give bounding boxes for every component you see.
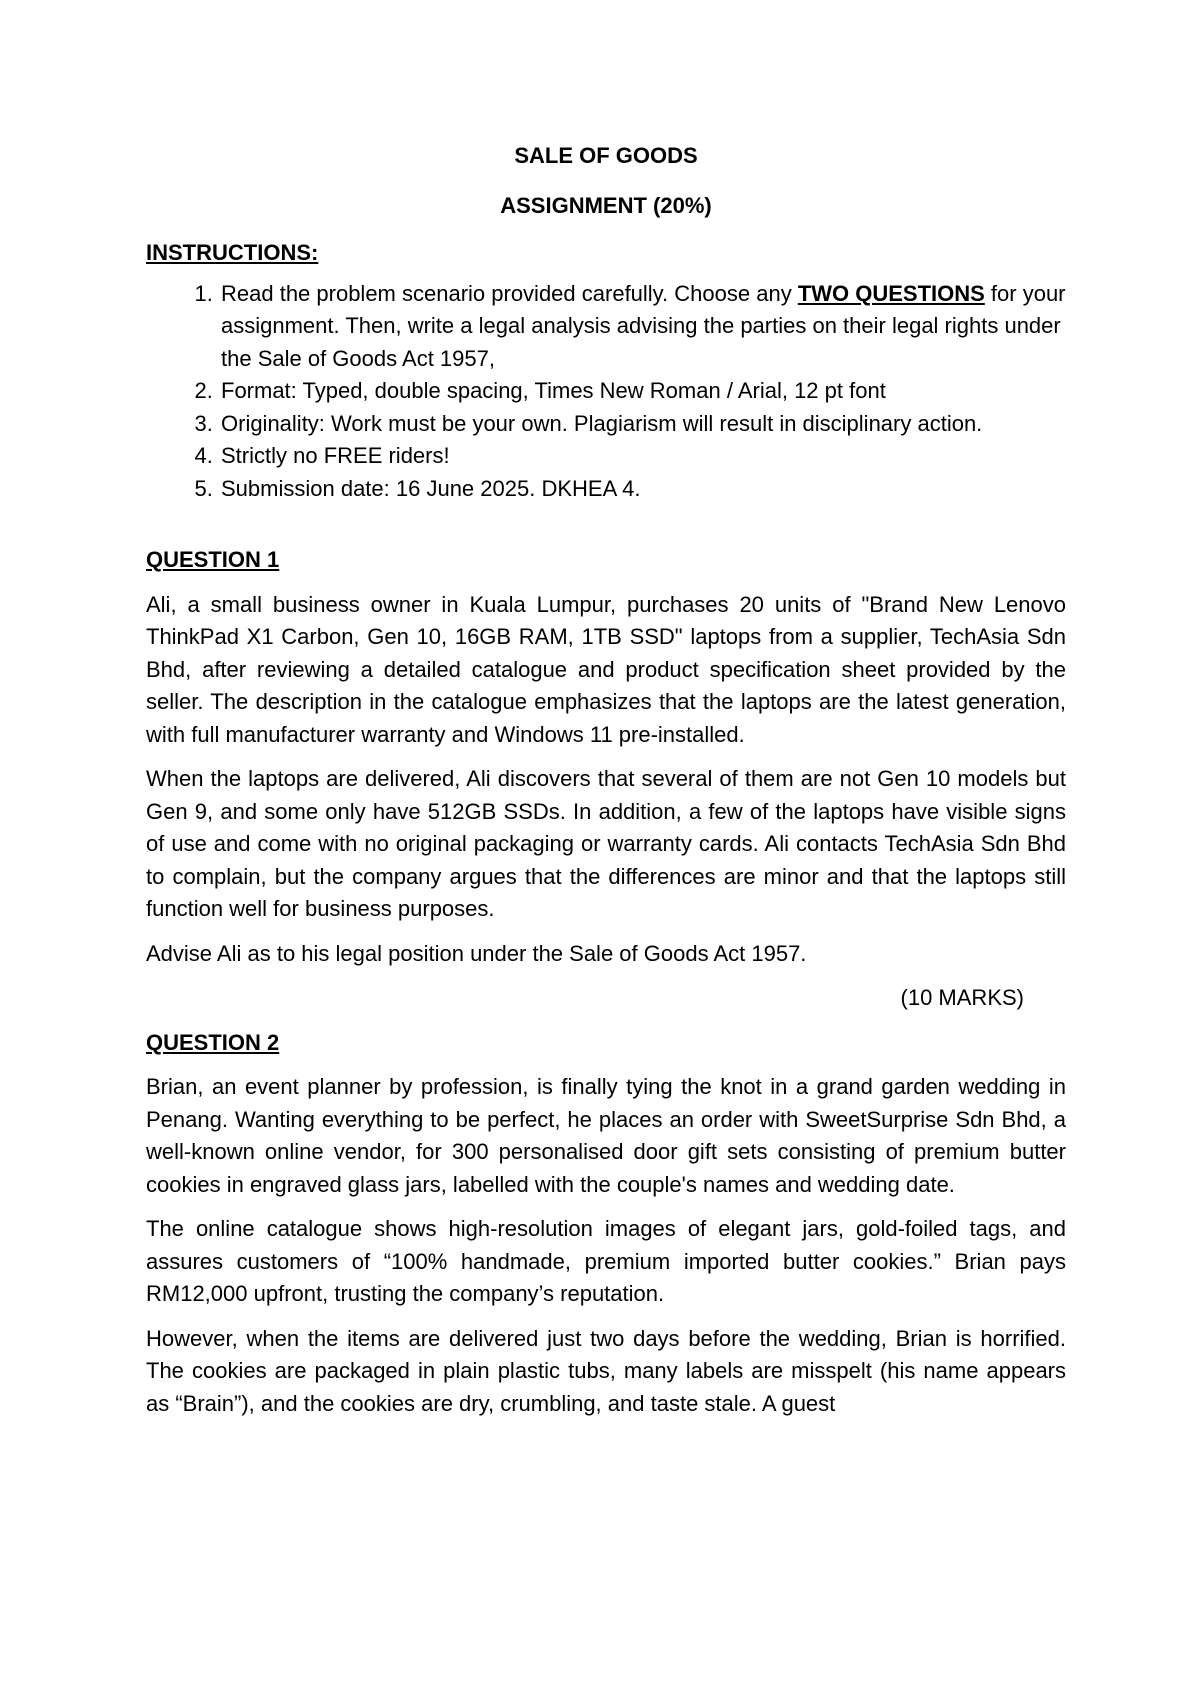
document-title: SALE OF GOODS [514,143,698,168]
question-1-paragraph-3: Advise Ali as to his legal position under the Sale of Goods Act 1957. [146,940,807,966]
instruction-item-1-text-post: for your assignment. Then, write a legal analysis advising the parties on their legal rights under the Sale of Goods Act 1957, [221,280,1066,371]
instruction-item-2: 2. Format: Typed, double spacing, Times New Roman / Arial, 12 pt font [219,375,1066,408]
instruction-item-3: 3. Originality: Work must be your own. Plagiarism will result in disciplinary action. [219,408,1066,441]
instructions-list [146,278,1066,506]
question-2-heading: QUESTION 2 [146,1029,280,1055]
question-2-paragraph-3: However, when the items are delivered just two days before the wedding, Brian is horrified. The cookies are packaged in plain plastic tubs, many labels are misspelt (his name appears as “Brain”), and the cookies are dry, crumbling, and taste stale. A guest [146,1325,1066,1416]
question-1-heading: QUESTION 1 [146,547,280,572]
document-page [146,140,1066,1420]
instructions-heading: INSTRUCTIONS: [146,240,319,265]
instruction-item-5: 5. Submission date: 16 June 2025. DKHEA 4. [219,473,1066,506]
question-2-paragraph-1: Brian, an event planner by profession, is finally tying the knot in a grand garden wedding in Penang. Wanting everything to be perfect, he places an order with SweetSurprise Sdn Bhd, a well-known online vendor, for 300 personalised door gift sets consisting of premium butter cookies in engraved glass jars, labelled with the couple's names and wedding date. [146,1074,1066,1197]
instruction-item-4: 4. Strictly no FREE riders! [219,440,1066,473]
document-subtitle: ASSIGNMENT (20%) [500,193,712,218]
question-1-marks: (10 MARKS) [900,985,1024,1010]
instruction-item-1 [219,278,1066,376]
question-2-paragraph-2: The online catalogue shows high-resolution images of elegant jars, gold-foiled tags, and assures customers of “100% handmade, premium imported butter cookies.” Brian pays RM12,000 upfront, trusting the company’s reputation. [146,1216,1066,1306]
instruction-item-1-emphasis: TWO QUESTIONS [797,280,985,306]
question-1-paragraph-1: Ali, a small business owner in Kuala Lumpur, purchases 20 units of "Brand New Lenovo ThinkPad X1 Carbon, Gen 10, 16GB RAM, 1TB SSD" laptops from a supplier, TechAsia Sdn Bhd, after reviewing a detailed catalogue and product specification sheet provided by the seller. The description in the catalogue emphasizes that the laptops are the latest generation, with full manufacturer warranty and Windows 11 pre-installed. [146,591,1066,747]
question-1-paragraph-2: When the laptops are delivered, Ali discovers that several of them are not Gen 10 models but Gen 9, and some only have 512GB SSDs. In addition, a few of the laptops have visible signs of use and come with no original packaging or warranty cards. Ali contacts TechAsia Sdn Bhd to complain, but the company argues that the differences are minor and that the laptops still function well for business purposes. [146,766,1066,921]
instruction-item-1-text-pre: Read the problem scenario provided carefully. Choose any [221,280,798,306]
